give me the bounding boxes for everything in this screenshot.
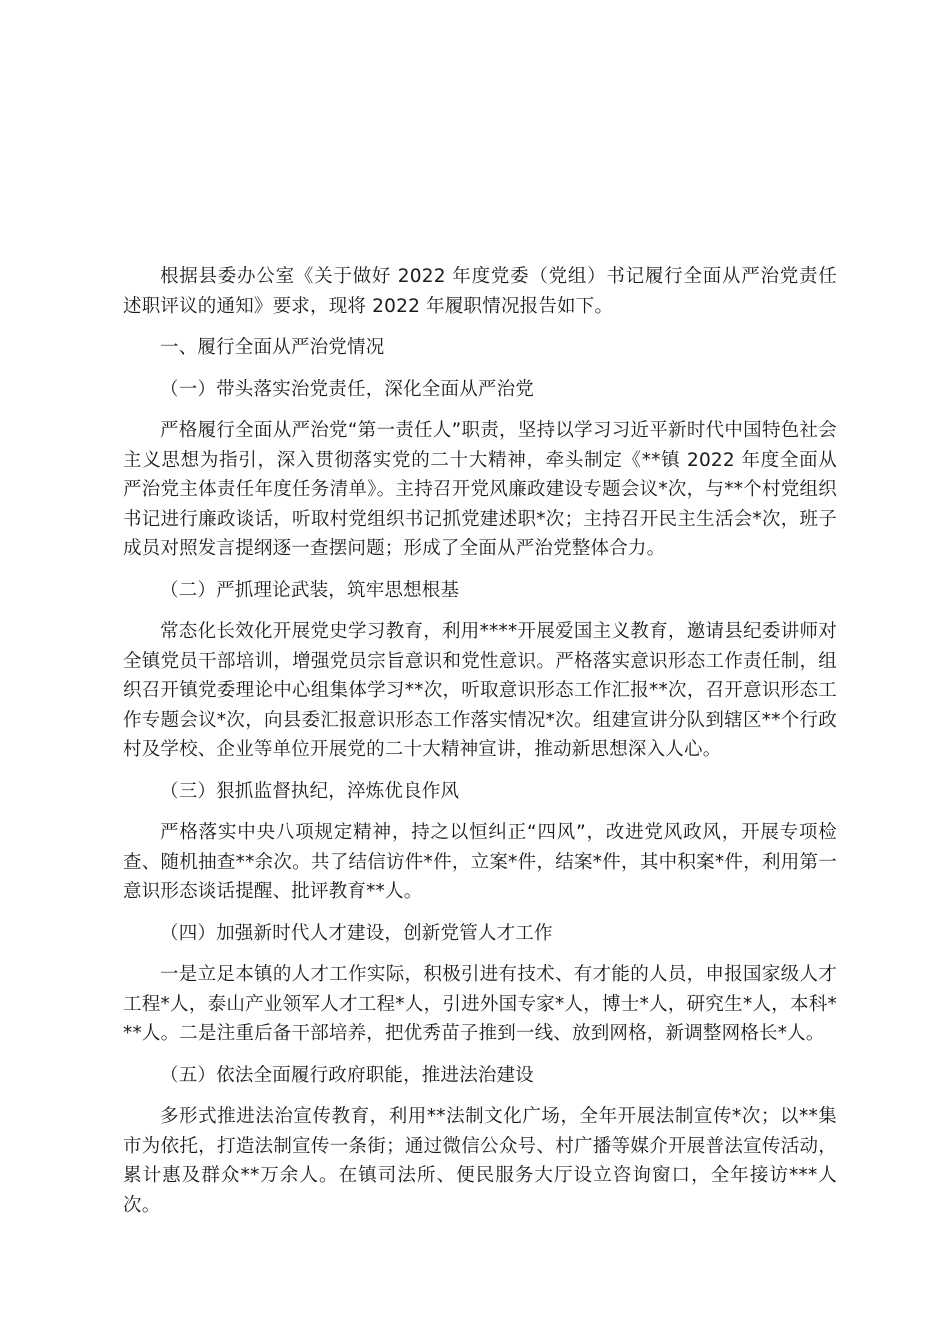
- subsection-body-5: 多形式推进法治宣传教育，利用**法制文化广场，全年开展法制宣传*次；以**集市为依托，打造法制宣传一条街；通过微信公众号、村广播等媒介开展普法宣传活动，累计惠及群众**万余人。在镇司法所、便民服务大厅设立咨询窗口，全年接访***人次。: [123, 1106, 837, 1216]
- intro-paragraph: 根据县委办公室《关于做好 2022 年度党委（党组）书记履行全面从严治党责任述职评议的通知》要求，现将 2022 年履职情况报告如下。: [123, 266, 837, 317]
- document-body: [123, 262, 837, 1220]
- subsection-heading-2: （二）严抓理论武装，筑牢思想根基: [160, 579, 460, 601]
- section-heading-1: 一、履行全面从严治党情况: [160, 337, 385, 358]
- subsection-heading-5: （五）依法全面履行政府职能，推进法治建设: [160, 1064, 535, 1086]
- subsection-heading-4: （四）加强新时代人才建设，创新党管人才工作: [160, 922, 553, 944]
- subsection-body-1: 严格履行全面从严治党“第一责任人”职责，坚持以学习习近平新时代中国特色社会主义思想为指引，深入贯彻落实党的二十大精神，牵头制定《**镇 2022 年度全面从严治党主体责任年度任务清单》。主持召开党风廉政建设专题会议*次，与**个村党组织书记进行廉政谈话，听取村党组织书记抓党建述职*次；主持召开民主生活会*次，班子成员对照发言提纲逐一查摆问题；形成了全面从严治党整体合力。: [123, 420, 837, 559]
- subsection-body-4: 一是立足本镇的人才工作实际，积极引进有技术、有才能的人员，申报国家级人才工程*人，泰山产业领军人才工程*人，引进外国专家*人，博士*人，研究生*人，本科***人。二是注重后备干部培养，把优秀苗子推到一线、放到网格，新调整网格长*人。: [123, 964, 837, 1044]
- subsection-heading-1: （一）带头落实治党责任，深化全面从严治党: [160, 378, 535, 400]
- subsection-body-2: 常态化长效化开展党史学习教育，利用****开展爱国主义教育，邀请县纪委讲师对全镇党员干部培训，增强党员宗旨意识和党性意识。严格落实意识形态工作责任制，组织召开镇党委理论中心组集体学习**次，听取意识形态工作汇报**次，召开意识形态工作专题会议*次，向县委汇报意识形态工作落实情况*次。组建宣讲分队到辖区**个行政村及学校、企业等单位开展党的二十大精神宣讲，推动新思想深入人心。: [123, 621, 837, 760]
- subsection-heading-3: （三）狠抓监督执纪，淬炼优良作风: [160, 780, 460, 802]
- subsection-body-3: 严格落实中央八项规定精神，持之以恒纠正“四风”，改进党风政风，开展专项检查、随机抽查**余次。共了结信访件*件，立案*件，结案*件，其中积案*件，利用第一意识形态谈话提醒、批评教育**人。: [123, 822, 838, 902]
